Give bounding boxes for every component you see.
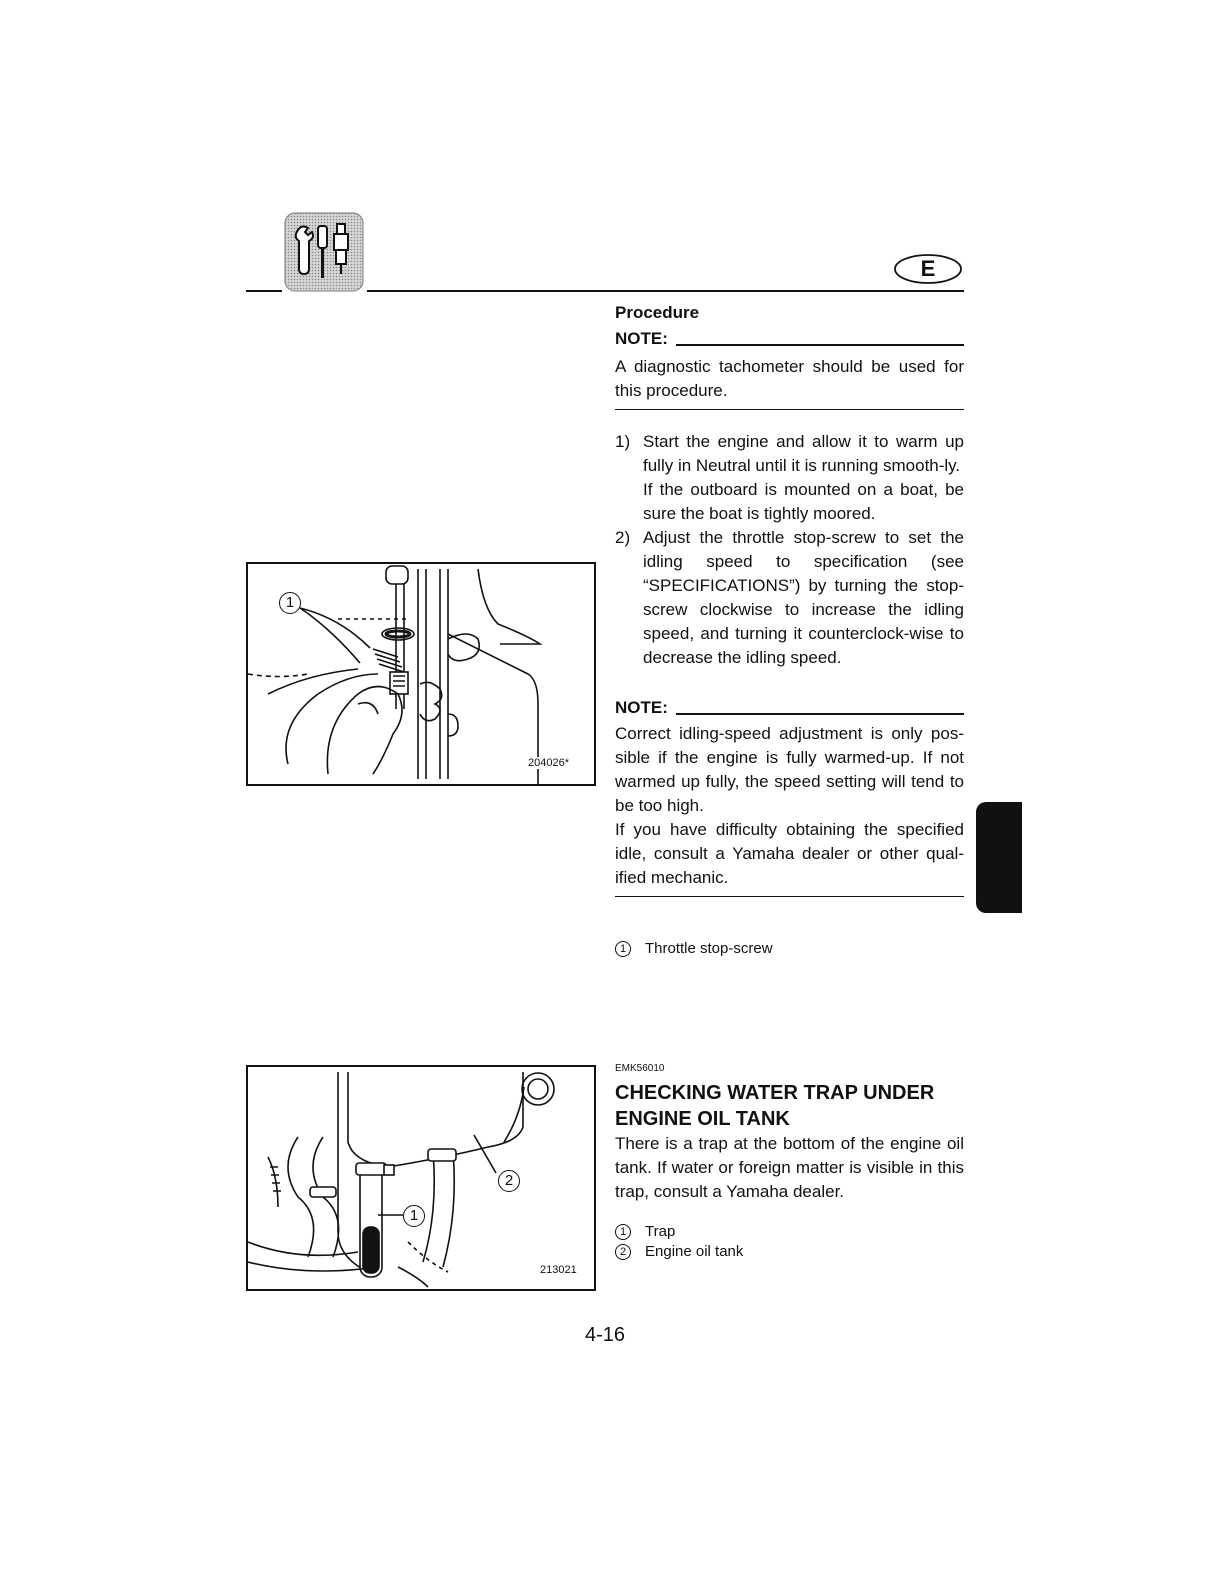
legend-item — [615, 939, 964, 959]
page-number: 4-16 — [584, 1324, 626, 1346]
section-text: There is a trap at the bottom of the engine oil tank. If water or foreign matter is visible in this trap, consult a Yamaha dealer. — [615, 1134, 964, 1201]
note-header-2 — [615, 696, 964, 720]
note-text-2-continued: If you have difficulty obtaining the specified idle, consult a Yamaha dealer or other qual-ified mechanic. — [615, 820, 964, 887]
figure-id: 213021 — [540, 1264, 577, 1276]
legend-item — [615, 1242, 964, 1262]
legend-label: Trap — [645, 1223, 676, 1240]
note-header-1 — [615, 327, 964, 351]
legend-list — [615, 1222, 964, 1262]
section-code: EMK56010 — [615, 1063, 665, 1074]
tools-icon — [284, 212, 364, 292]
legend-list — [615, 939, 964, 959]
figure-throttle-stop-screw — [246, 562, 596, 786]
note-end-rule-2 — [615, 896, 964, 897]
language-badge — [893, 253, 963, 285]
section-title-line-2: ENGINE OIL TANK — [615, 1108, 790, 1130]
procedure-section — [615, 303, 964, 959]
note-end-rule-1 — [615, 409, 964, 410]
callout-2: 2 — [498, 1170, 520, 1192]
step-text: Start the engine and allow it to warm up fully in Neutral until it is running smooth-ly. — [643, 432, 964, 475]
figure-water-trap — [246, 1065, 596, 1291]
step-item — [615, 430, 964, 526]
water-trap-section — [615, 1063, 964, 1262]
step-number: 1) — [615, 432, 631, 451]
note-rule — [676, 344, 964, 346]
step-number: 2) — [615, 528, 631, 547]
procedure-steps — [615, 430, 964, 670]
callout-number: 1 — [615, 941, 631, 957]
callout-number: 2 — [615, 1244, 631, 1260]
chapter-tab — [976, 802, 1022, 913]
step-text: Adjust the throttle stop-screw to set the idling speed to specification (see “SPECIFICATIONS”) by turning the stop-screw clockwise to increase the idling speed, and turning it counterclock-wise to decrease the idling speed. — [643, 528, 964, 667]
legend-label: Engine oil tank — [645, 1243, 744, 1260]
callout-1: 1 — [279, 592, 301, 614]
note-text-2: Correct idling-speed adjustment is only pos-sible if the engine is fully warmed-up. If not warmed up fully, the speed setting will tend to be too high. — [615, 724, 964, 815]
figure-id: 204026* — [528, 757, 569, 769]
note-label: NOTE: — [615, 329, 668, 348]
callout-1: 1 — [403, 1205, 425, 1227]
procedure-title: Procedure — [615, 303, 700, 322]
note-text-1: A diagnostic tachometer should be used for this procedure. — [615, 357, 964, 400]
language-badge-label: E — [920, 256, 936, 281]
callout-number: 1 — [615, 1224, 631, 1240]
header-rule-left — [246, 290, 282, 292]
step-item — [615, 526, 964, 670]
note-label: NOTE: — [615, 698, 668, 717]
section-title-line-1: CHECKING WATER TRAP UNDER — [615, 1082, 935, 1104]
step-text-continued: If the outboard is mounted on a boat, be sure the boat is tightly moored. — [643, 480, 964, 523]
header-rule-right — [367, 290, 964, 292]
legend-item — [615, 1222, 964, 1242]
legend-label: Throttle stop-screw — [645, 940, 773, 957]
note-rule — [676, 713, 964, 715]
